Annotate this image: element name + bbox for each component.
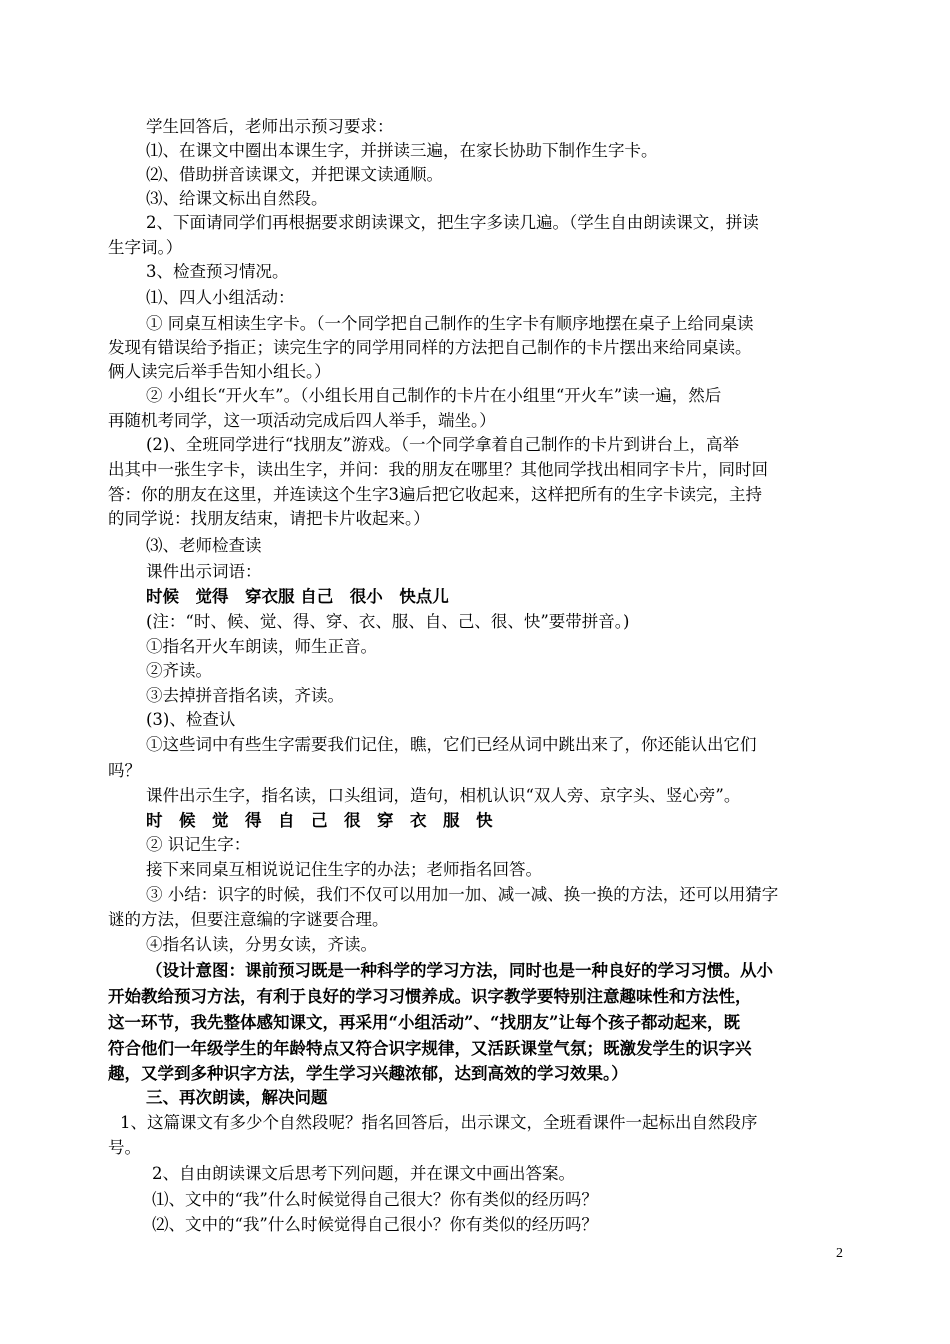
character-list: 时 候 觉 得 自 己 很 穿 衣 服 快 xyxy=(146,811,493,830)
text-line: 2、下面请同学们再根据要求朗读课文，把生字多读几遍。（学生自由朗读课文，拼读 xyxy=(146,213,759,232)
design-intent-text: 这一环节，我先整体感知课文，再采用“小组活动”、“找朋友”让每个孩子都动起来，既 xyxy=(108,1013,740,1032)
design-intent-text: （设计意图：课前预习既是一种科学的学习方法，同时也是一种良好的学习习惯。从小 xyxy=(146,961,773,980)
page-number: 2 xyxy=(836,1246,843,1261)
text-line: ② 识记生字： xyxy=(146,835,251,854)
text-line: 生字词。） xyxy=(108,238,183,257)
text-line: ③去掉拼音指名读，齐读。 xyxy=(146,686,344,705)
text-line: ①这些词中有些生字需要我们记住，瞧，它们已经从词中跳出来了，你还能认出它们 xyxy=(146,735,757,754)
text-line: 1、这篇课文有多少个自然段呢？指名回答后，出示课文，全班看课件一起标出自然段序 xyxy=(120,1113,758,1132)
text-line: ②齐读。 xyxy=(146,661,212,680)
text-line: 谜的方法，但要注意编的字谜要合理。 xyxy=(108,910,389,929)
text-line: ⑶、给课文标出自然段。 xyxy=(146,189,328,208)
text-line: ⑶、老师检查读 xyxy=(146,536,262,555)
text-line: 吗？ xyxy=(108,761,141,780)
design-intent-text: 符合他们一年级学生的年龄特点又符合识字规律，又活跃课堂气氛；既激发学生的识字兴 xyxy=(108,1039,752,1058)
text-line: (2)、全班同学进行“找朋友”游戏。（一个同学拿着自己制作的卡片到讲台上，高举 xyxy=(146,435,739,454)
text-line: 号。 xyxy=(108,1138,141,1157)
text-line: ③ 小结：识字的时候，我们不仅可以用加一加、减一减、换一换的方法，还可以用猜字 xyxy=(146,885,779,904)
text-line: ①指名开火车朗读，师生正音。 xyxy=(146,637,377,656)
text-line: ⑵、文中的“我”什么时候觉得自己很小？你有类似的经历吗？ xyxy=(152,1215,598,1234)
text-line: 再随机考同学，这一项活动完成后四人举手，端坐。） xyxy=(108,411,496,430)
text-line: ④指名认读，分男女读，齐读。 xyxy=(146,935,377,954)
text-line: 俩人读完后举手告知小组长。） xyxy=(108,362,331,381)
text-line: 发现有错误给予指正；读完生字的同学用同样的方法把自己制作的卡片摆出来给同桌读。 xyxy=(108,338,752,357)
section-heading: 三、再次朗读，解决问题 xyxy=(146,1088,328,1107)
text-line: 课件出示词语： xyxy=(146,562,262,581)
design-intent-text: 开始教给预习方法，有利于良好的学习习惯养成。识字教学要特别注意趣味性和方法性， xyxy=(108,987,752,1006)
text-line: ① 同桌互相读生字卡。（一个同学把自己制作的生字卡有顺序地摆在桌子上给同桌读 xyxy=(146,314,754,333)
text-line: 接下来同桌互相说说记住生字的办法；老师指名回答。 xyxy=(146,860,542,879)
text-line: ⑵、借助拼音读课文，并把课文读通顺。 xyxy=(146,165,443,184)
design-intent-text: 趣，又学到多种识字方法，学生学习兴趣浓郁，达到高效的学习效果。） xyxy=(108,1064,628,1083)
text-line: ⑴、四人小组活动： xyxy=(146,288,295,307)
text-line: (3)、检查认 xyxy=(146,710,236,729)
text-line: ② 小组长“开火车”。（小组长用自己制作的卡片在小组里“开火车”读一遍，然后 xyxy=(146,386,722,405)
text-line: 出其中一张生字卡，读出生字，并问：我的朋友在哪里？其他同学找出相同字卡片，同时回 xyxy=(108,460,768,479)
text-line: 2、自由朗读课文后思考下列问题，并在课文中画出答案。 xyxy=(152,1164,575,1183)
text-line: 答：你的朋友在这里，并连读这个生字3遍后把它收起来，这样把所有的生字卡读完，主持 xyxy=(108,485,762,504)
text-line: ⑴、文中的“我”什么时候觉得自己很大？你有类似的经历吗？ xyxy=(152,1190,598,1209)
word-list: 时候 觉得 穿衣服 自己 很小 快点儿 xyxy=(146,587,449,606)
text-line: 课件出示生字，指名读，口头组词，造句，相机认识“双人旁、京字头、竖心旁”。 xyxy=(146,786,741,805)
text-line: 的同学说：找朋友结束，请把卡片收起来。） xyxy=(108,509,430,528)
text-line: 学生回答后，老师出示预习要求： xyxy=(146,117,394,136)
text-line: ⑴、在课文中圈出本课生字，并拼读三遍，在家长协助下制作生字卡。 xyxy=(146,141,658,160)
text-line: 3、检查预习情况。 xyxy=(146,262,289,281)
text-line: (注：“时、候、觉、得、穿、衣、服、自、己、很、快”要带拼音。) xyxy=(146,612,630,631)
